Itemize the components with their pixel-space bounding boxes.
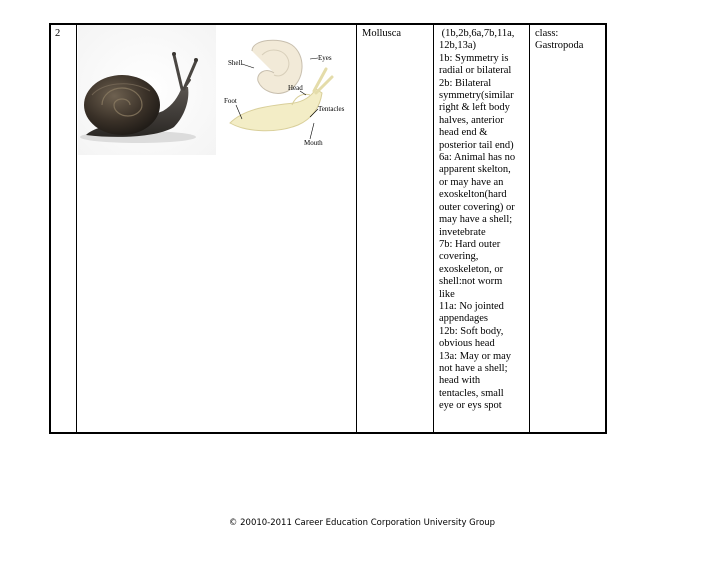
key-line: not have a shell; [439,362,508,374]
key-line: exoskeleton, or [439,263,504,275]
copyright-text: © 20010-2011 Career Education Corporation University Group [228,518,496,528]
row-number: 2 [55,28,61,39]
phylum-cell: Mollusca [362,28,402,39]
key-line: 2b: Bilateral [439,77,492,89]
key-line: apparent skelton, [439,164,511,176]
key-line: 12b,13a) [439,40,477,52]
key-line: invetebrate [439,226,486,238]
snail-anatomy-diagram [222,35,350,153]
key-line: symmetry(similar [439,90,514,102]
key-line: right & left body [439,102,510,114]
key-line: eye or eys spot [439,400,502,412]
column-divider [433,25,434,432]
diagram-label-foot: Foot [224,97,237,105]
key-line: 6a: Animal has no [439,152,516,164]
class-label: class: [535,28,559,39]
key-line: shell:not worm [439,276,503,288]
key-line: outer covering) or [439,201,515,213]
key-line: head with [439,375,481,387]
key-line: (1b,2b,6a,7b,11a, [439,28,515,39]
key-line: head end & [439,127,488,139]
dichotomous-key-cell [439,28,531,413]
key-line: 7b: Hard outer [439,238,501,250]
key-line: or may have an [439,176,504,188]
key-line: halves, anterior [439,114,504,126]
diagram-label-tentacles: Tentacles [318,105,345,113]
key-line: posterior tail end) [439,139,514,151]
diagram-label-shell: Shell [228,59,243,67]
copyright-footer [0,518,728,528]
class-value: Gastropoda [535,40,584,52]
diagram-label-head: Head [288,84,303,92]
key-line: 12b: Soft body, [439,325,504,337]
class-cell [535,28,605,53]
snail-photo [78,25,216,155]
key-line: radial or bilateral [439,65,512,77]
diagram-label-eyes: Eyes [318,54,332,62]
key-line: like [439,288,455,300]
key-line: tentacles, small [439,387,504,399]
key-line: may have a shell; [439,214,513,226]
column-divider [356,25,357,432]
key-line: appendages [439,313,488,325]
diagram-label-mouth: Mouth [304,139,323,147]
key-line: obvious head [439,338,495,350]
key-line: 1b: Symmetry is [439,52,509,64]
key-line: exoskelton(hard [439,189,507,201]
key-line: 11a: No jointed [439,300,504,312]
column-divider [76,25,77,432]
key-line: 13a: May or may [439,350,512,362]
key-line: covering, [439,251,479,263]
